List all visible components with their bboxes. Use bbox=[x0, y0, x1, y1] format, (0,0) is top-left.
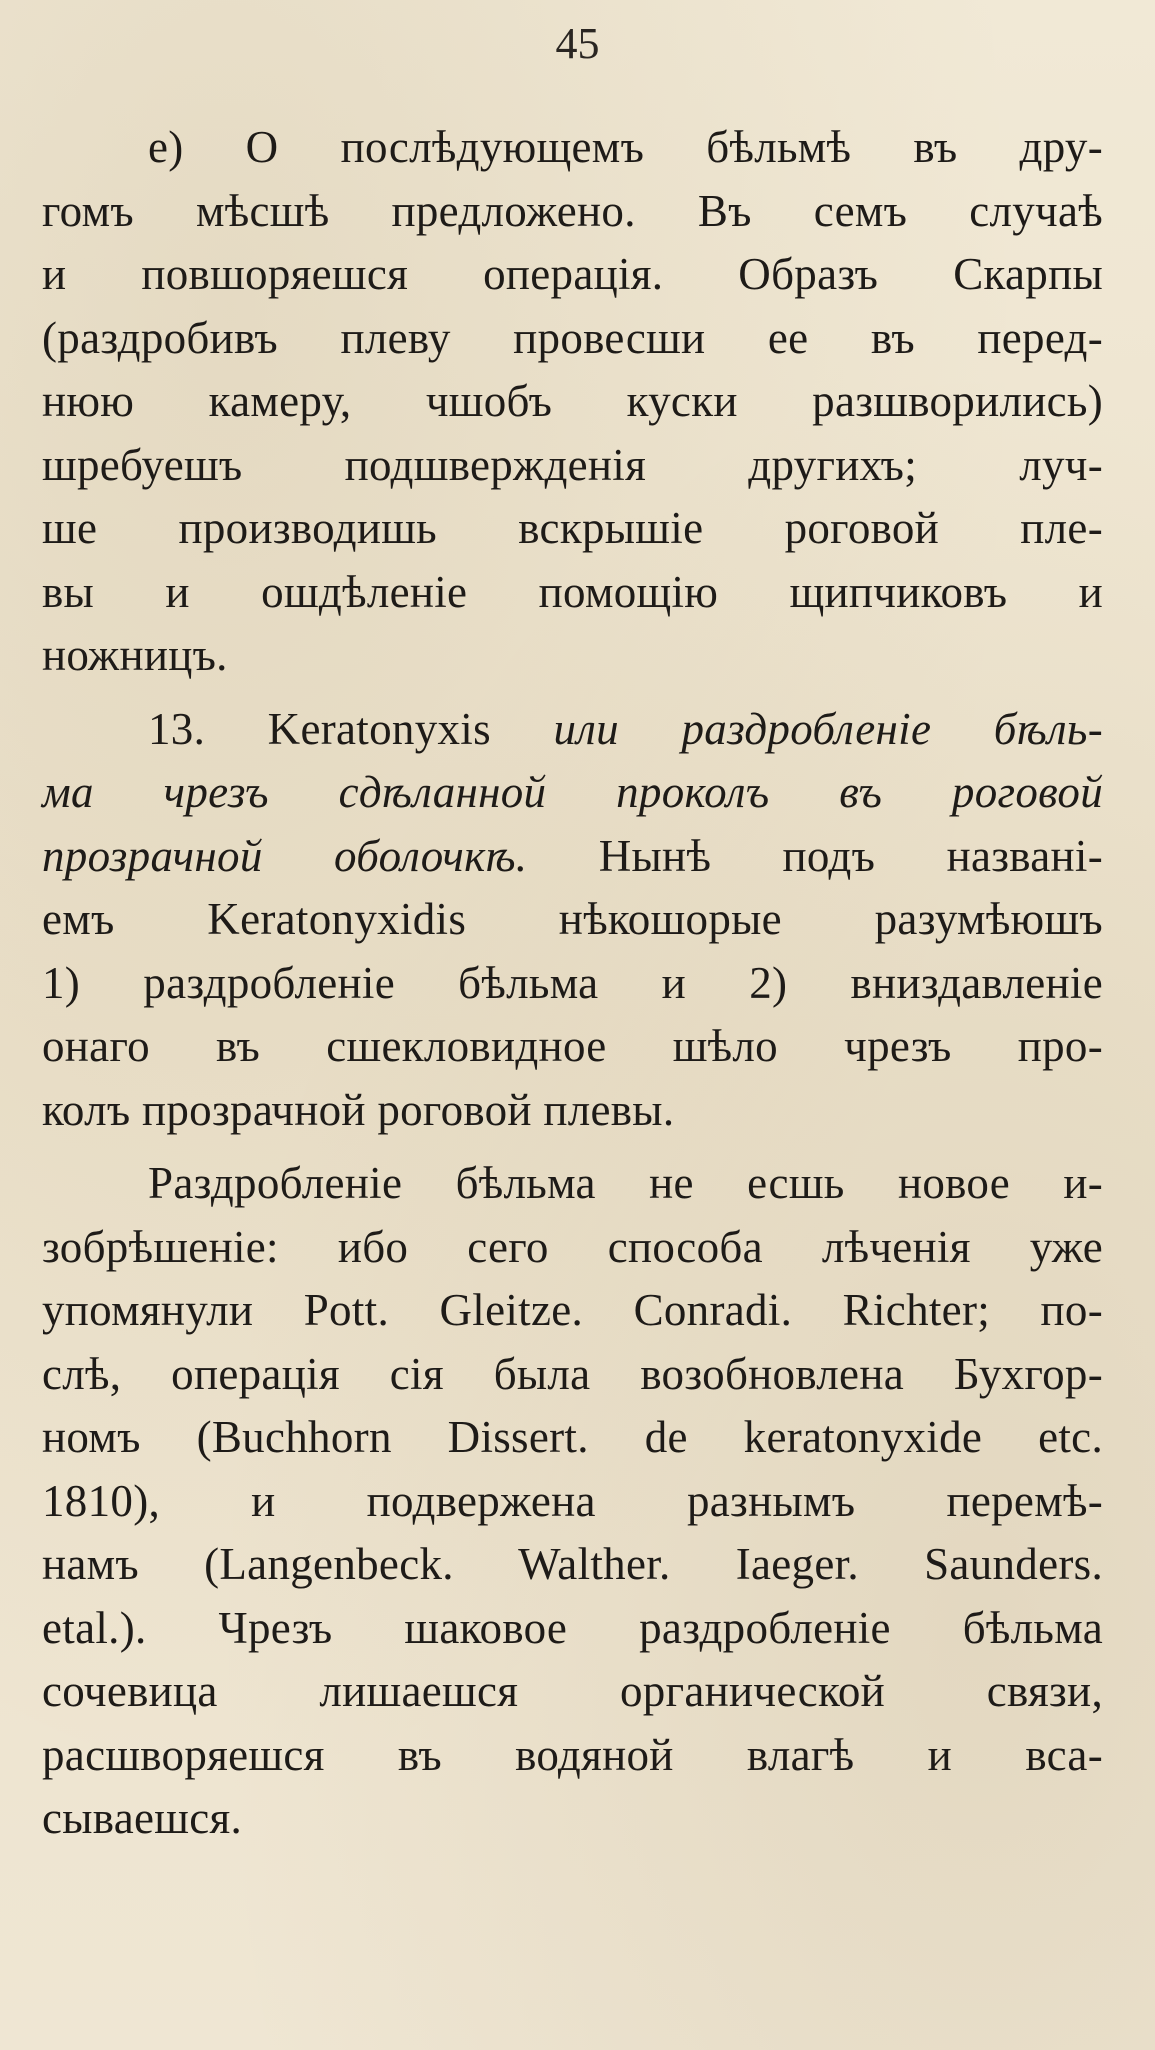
text-line: сываешся. bbox=[42, 1793, 243, 1843]
text-line: сочевица лишаешся органической связи, bbox=[42, 1666, 1103, 1716]
text-run: 1) раздробленіе бѣльма и 2) вниздавленіе bbox=[42, 957, 1103, 1008]
text-line bbox=[42, 825, 1103, 889]
paragraph-3 bbox=[42, 1152, 1103, 1851]
text-run: онаго въ сшекловидное шѣло чрезъ про- bbox=[42, 1021, 1103, 1071]
text-line bbox=[42, 761, 1103, 825]
text-line: ше производишь вскрышіе роговой пле- bbox=[42, 503, 1103, 553]
text-line bbox=[42, 888, 1103, 952]
text-line: (раздробивъ плеву провесши ее въ перед- bbox=[42, 312, 1103, 363]
text-line bbox=[42, 1015, 1103, 1079]
text-line: etal.). Чрезъ шаковое раздробленіе бѣльма bbox=[42, 1602, 1103, 1653]
text-line bbox=[42, 952, 1103, 1016]
italic-run: прозрачной оболочкѣ. bbox=[42, 830, 528, 881]
paragraph-2 bbox=[42, 698, 1103, 1143]
text-line: 1810), и подвержена разнымъ перемѣ- bbox=[42, 1475, 1103, 1526]
text-run: колъ прозрачной роговой плевы. bbox=[42, 1084, 675, 1135]
text-line: и повшоряешся операція. Образъ Скарпы bbox=[42, 249, 1103, 299]
text-run: емъ Keratonyxidis нѣкошорые разумѣюшъ bbox=[42, 894, 1103, 944]
paragraph-1 bbox=[42, 116, 1103, 688]
text-line bbox=[42, 1079, 1103, 1143]
text-run: Нынѣ подъ названі- bbox=[527, 830, 1103, 881]
text-line: Раздробленіе бѣльма не есшь новое и- bbox=[148, 1158, 1103, 1208]
text-line: нюю камеру, чшобъ куски разшворились) bbox=[42, 376, 1103, 426]
text-line: номъ (Buchhorn Dissert. de keratonyxide etc. bbox=[42, 1412, 1103, 1462]
text-line: гомъ мѣсшѣ предложено. Въ семъ случаѣ bbox=[42, 185, 1103, 236]
body-text bbox=[42, 116, 1103, 1851]
italic-run: или раздробленіе бѣль- bbox=[553, 703, 1103, 754]
text-line: ножницъ. bbox=[42, 630, 228, 680]
text-line: вы и ошдѣленіе помощію щипчиковъ и bbox=[42, 566, 1103, 617]
page-number: 45 bbox=[555, 19, 600, 68]
text-line: е) О послѣдующемъ бѣльмѣ въ дру- bbox=[148, 122, 1103, 172]
text-run: 13. Keratonyxis bbox=[148, 703, 554, 754]
text-line bbox=[42, 698, 1103, 762]
text-line: намъ (Langenbeck. Walther. Iaeger. Saunders. bbox=[42, 1539, 1103, 1589]
text-line: упомянули Pott. Gleitze. Conradi. Richter; по- bbox=[42, 1285, 1103, 1335]
text-line: шребуешъ подшвержденія другихъ; луч- bbox=[42, 439, 1103, 490]
text-line: зобрѣшеніе: ибо сего способа лѣченія уже bbox=[42, 1221, 1103, 1272]
text-line: слѣ, операція сія была возобновлена Бухгор- bbox=[42, 1348, 1103, 1399]
text-line: расшворяешся въ водяной влагѣ и вса- bbox=[42, 1729, 1103, 1780]
italic-run: ма чрезъ сдѣланной проколъ въ роговой bbox=[42, 767, 1103, 817]
